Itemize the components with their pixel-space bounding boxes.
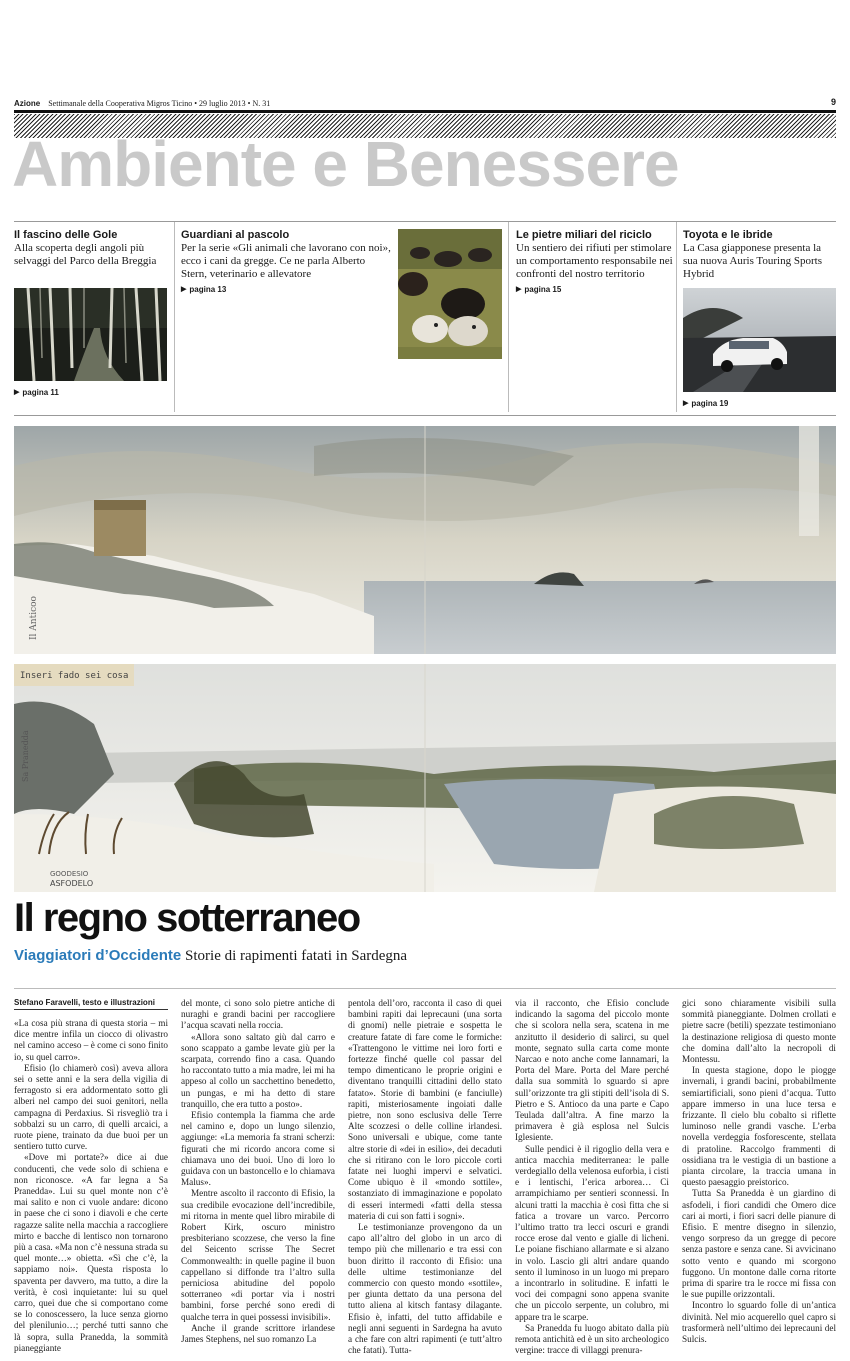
teaser-title: Guardiani al pascolo — [181, 229, 290, 241]
paragraph: via il racconto, che Efisio conclude indicando la sagoma del piccolo monte che si scolora nella sera, scatena in me anzitutto il desiderio di salirci, su quel monte, segnato sulla carta come monte Narcao e noto anche come Iannamari, la Porta del Mare. Porta del Mare perché dalla sua sommità lo sguardo si apre sull’orizzonte tra gli stipiti dell’isola di S. Pietro e S. Antioco da una parte e Capo Teulada dall’altra. A fine marzo la primavera è già esplosa nel Sulcis Iglesiente. — [515, 998, 669, 1143]
teaser-text: Per la serie «Gli animali che lavorano con noi», ecco i cani da gregge. Ce ne parla Alberto Stern, veterinario e allevatore — [181, 242, 391, 280]
article-headline: Il regno sotterraneo — [14, 896, 360, 940]
page-number: 9 — [830, 97, 836, 107]
section-title: Ambiente e Benessere — [12, 128, 679, 200]
teaser-riciclo[interactable] — [516, 229, 676, 296]
teaser-text: La Casa giapponese presenta la sua nuova Auris Touring Sports Hybrid — [683, 242, 822, 280]
flower-caption: ASFODELO — [50, 879, 94, 888]
paragraph: «Allora sono saltato giù dal carro e sono scappato a gambe levate giù per la scarpata, correndo fino a casa. Quando ho raccontato tutto a mia madre, lei mi ha appeso al collo un sacchettino benedetto, un pungas, e mi ha detto di stare tranquillo, che era tutto a posto». — [181, 1031, 335, 1109]
watercolor-seascape — [14, 426, 836, 654]
arrow-right-icon: ▶ — [516, 286, 522, 293]
paragraph: «Dove mi portate?» dice ai due conducenti, che vede solo di schiena e non riconosce. «A far legna a Sa Pranedda». Lui su quel monte non c’è mai salito e non ci vuole andare: dicono in paese che ci sono i diavoli e che certe ragazze salite nella macchia a raccogliere mirto e bacche di lentisco non tornarono più a casa. «Ma non c’è nessuna strada su quel monte…» obietta. «Sì che c’è, la sappiamo noi». Questa risposta lo spaventa per davvero, ma tutto, a dire la verità, è così inquietante: lui su quel carro, quei due che si comportano come se lo conoscessero, la luce senza giorno del plenilunio…; perché tutti sanno che là sopra, sulla Pranedda, la sommità pianeggiante — [14, 1152, 168, 1353]
paragraph: Sulle pendici è il rigoglio della vera e antica macchia mediterranea: le palle verdegiallo della velenosa euforbia, i cisti e i lentischi, l’erica arborea… Ci arrampichiamo per sentieri sconnessi. In alcuni tratti la macchia è così fitta che si fatica a trovare un varco. Percorro l’ultimo tratto tra lecci oscuri e grandi rocce erose dal vento e gialle di licheni. Le poiane fischiano allarmate e si alzano in volo. Lascio gli altri andare quando sento il luminoso in un luogo mi preparo a incontrarlo in solitudine. E infatti le voci dei compagni sono appena svanite che un piccolo serpente, un colubro, mi appare tra le scarpe. — [515, 1143, 669, 1322]
paragraph: «La cosa più strana di questa storia – mi dice mentre infila un ciocco di olivastro nel camino acceso – è come ci sono finito io, su quel carro». — [14, 1018, 168, 1062]
masthead-meta: Settimanale della Cooperativa Migros Ticino • 29 luglio 2013 • N. 31 — [48, 98, 271, 108]
paragraph: Anche il grande scrittore irlandese James Stephens, nel suo romanzo La — [181, 1322, 335, 1345]
article-column-2 — [181, 998, 335, 1356]
paragraph: Le testimonianze provengono da un capo all’altro del globo in un arco di tempo più che millenario e tra essi con buon diritto il racconto di Efisio: una delle ultime testimonianze del commercio con questo mondo «sottile», per giunta dettato da una persona del tutto aliena al kitsch fantasy dilagante. Efisio è, infatti, del tutto affidabile e negli anni seguenti in Sardegna ha avuto a che fare con altri rapimenti (e tutt’altro che fatati). Tutta- — [348, 1222, 502, 1356]
teaser-link-label: pagina 13 — [189, 285, 227, 294]
car-photo — [683, 288, 836, 392]
paragraph: Incontro lo sguardo folle di un’antica divinità. Nel mio acquerello quel capro si trasformerà nell’ultimo dei leprecauni del Sulcis. — [682, 1300, 836, 1345]
paragraph: del monte, ci sono solo pietre antiche di nuraghi e grandi bacini per raccogliere l’acqua scavati nella roccia. — [181, 998, 335, 1031]
teaser-link-label: pagina 15 — [524, 285, 562, 294]
teaser-link-toyota[interactable] — [683, 395, 728, 410]
sketch-banner: Inseri fado sei cosa — [20, 671, 129, 681]
watercolor-pond — [14, 664, 836, 892]
flower-caption-small: GOODESIO — [50, 870, 89, 878]
teaser-text: Alla scoperta degli angoli più selvaggi del Parco della Breggia — [14, 242, 157, 267]
teaser-gole[interactable] — [14, 229, 169, 268]
paragraph: Efisio (lo chiamerò così) aveva allora sei o sette anni e la sera della vigilia di ferragosto si era addormentato sotto gli alberi nel campo dei suoi genitori, nella campagna di Perdaxius. Si risvegliò tra i sobbalzi su un carro, di quelli arcaici, a ruote piene, trainato da due buoi per un sentiero tutto curve. — [14, 1062, 168, 1152]
article-column-5 — [682, 998, 836, 1356]
paragraph: Efisio contempla la fiamma che arde nel camino e, dopo un lungo silenzio, aggiunge: «La memoria fa strani scherzi: figurati che mi ricordo ancora come si chiamava uno dei buoi. Uno di loro lo guidava con un bastoncello e lo chiamava Malus». — [181, 1110, 335, 1188]
paragraph: Tutta Sa Pranedda è un giardino di asfodeli, i fiori candidi che Omero dice cari ai morti, i fiori sacri delle pianure di Efisio. E mentre disegno in silenzio, vengo sorpreso da un gregge di pecore senza pastore e senza cane. Si avvicinano sotto vento e quando mi scorgono fuggono. Un montone dalle corna ritorte prima di sparire tra le rocce mi fissa con le sue pupille orizzontali. — [682, 1188, 836, 1300]
teaser-title: Il fascino delle Gole — [14, 229, 118, 241]
masthead-rule — [14, 110, 836, 113]
forest-path-photo — [14, 288, 167, 381]
paragraph: Sa Pranedda fu luogo abitato dalla più remota antichità ed è un sito archeologico vergine: tracce di villaggi prenura- — [515, 1322, 669, 1356]
teaser-text: Un sentiero dei rifiuti per stimolare un comportamento responsabile nei confronti del nostro territorio — [516, 242, 673, 280]
teaser-title: Toyota e le ibride — [683, 229, 773, 241]
arrow-right-icon: ▶ — [14, 389, 20, 396]
sheepdogs-photo — [398, 229, 502, 359]
column-divider — [676, 222, 677, 412]
paragraph: pentola dell’oro, racconta il caso di quei bambini rapiti dai leprecauni (una sorta di gnomi) nelle pietraie e sospetta le creature fatate di fare come le formiche: «Trattengono le vittime nei loro forti e fortezze finché quelle col passar del tempo dimenticano le proprie origini e diventano tranquilli cittadini dello stato fatato». Storie di bambini (e fanciulle) rapiti, misteriosamente ingoiati dalle pietre, non sono esclusiva delle Terre Alte scozzesi o delle colline irlandesi. Sono universali e ubique, come tante altre storie di «dei in esilio», dei decaduti che si ritirano con le loro piccole corti fatate nei luoghi impervi e selvatici. Come ubiquo è il «mondo sottile», sostanziato di immaginazione e popolato di esseri intermedi «fatti della stessa materia di cui son fatti i sogni». — [348, 998, 502, 1221]
sketch-label: Il Anticoo — [29, 596, 39, 640]
column-divider — [508, 222, 509, 412]
subtitle-text: Storie di rapimenti fatati in Sardegna — [181, 948, 408, 964]
teaser-toyota[interactable] — [683, 229, 836, 281]
paragraph: In questa stagione, dopo le piogge invernali, i grandi bacini, probabilmente semiartificiali, sono pieni d’acqua. Tutto appare immerso in una luce tersa e frizzante. Il cielo blu cobalto si riflette luminoso nelle grandi vasche. L’erba novella verdeggia fosforescente, stellata di pratoline. Raccolgo frammenti di ossidiana tra le vestigia di un bastione a pianta circolare, la traccia umana in questo paesaggio preistorico. — [682, 1065, 836, 1188]
teaser-link-label: pagina 11 — [22, 388, 59, 397]
paragraph: Mentre ascolto il racconto di Efisio, la sua credibile evocazione dell’incredibile, mi ritorna in mente quel libro mirabile di Robert Kirk, oscuro ministro presbiteriano scozzese, che verso la fine del Seicento scrisse The Secret Commonwealth: in quelle pagine il buon cappellano si diffonde tra l’altro sulla perniciosa abitudine del popolo sotterraneo «di portar via i nostri bambini, forse perché sono eredi di qualche terra in quei possessi invisibili». — [181, 1188, 335, 1322]
sketch-place-label: Sa Pranedda — [21, 730, 30, 782]
arrow-right-icon: ▶ — [181, 286, 187, 293]
teaser-bottom-rule — [14, 415, 836, 416]
body-top-rule — [14, 988, 836, 989]
arrow-right-icon: ▶ — [683, 400, 689, 407]
series-kicker: Viaggiatori d’Occidente — [14, 947, 182, 964]
teaser-title: Le pietre miliari del riciclo — [516, 229, 652, 241]
column-divider — [174, 222, 175, 412]
masthead — [14, 97, 836, 109]
article-column-1 — [14, 1018, 168, 1356]
article-subtitle — [14, 947, 407, 965]
byline: Stefano Faravelli, testo e illustrazioni — [14, 998, 168, 1010]
teaser-top-rule — [14, 221, 836, 222]
masthead-brand: Azione — [14, 98, 41, 108]
article-column-3 — [348, 998, 502, 1356]
teaser-guardiani[interactable] — [181, 229, 393, 296]
teaser-link-gole[interactable] — [14, 384, 59, 399]
article-column-4 — [515, 998, 669, 1356]
paragraph: gici sono chiaramente visibili sulla sommità pianeggiante. Dolmen crollati e pietre sacre (betili) spezzate testimoniano la destinazione religiosa di questo monte che domina dall’alto la necropoli di Montessu. — [682, 998, 836, 1065]
teaser-link-label: pagina 19 — [691, 399, 729, 408]
